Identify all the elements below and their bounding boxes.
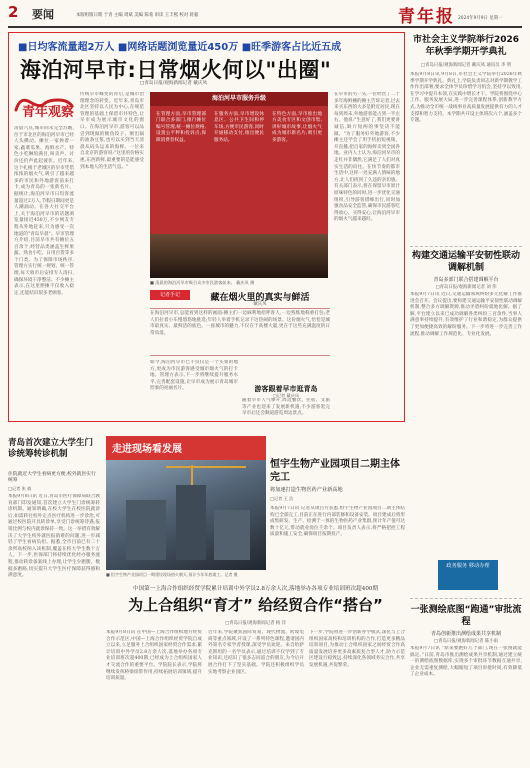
lead-column-right: 在早市的另一头,一位经营了二十多年海鲜摊的摊主告诉记者,过去来买东西的大多是附近居民,现在每到周末,外地游客能占到一半左右。他说:"生意好了,我们更要讲诚信,缺斤短两的事坚决不能做。"为了服务好外地游客,不少摊主还学会了用手机拍短视频、开直播,把自家的海鲜卖到全国各地。业内人士认为,海泊河早市的走红并非偶然,它满足了人们对真实生活的向往。在快节奏的都市生活中,这样一处充满人情味的地方,让人们找到了久违的亲切感。有关部门表示,将在保留早市原汁原味特色的同时,进一步优化交通组织,引导游客错峰出行,同时加强食品安全监管,确保市民游客吃得放心、买得安心,让海泊河早市的烟火气越来越旺。 xyxy=(334,92,400,223)
lead-column-3: 如今,海泊河早市已不仅仅是一个买菜的地方,更成为市民游客感受城市烟火气的打卡地。管理方表示,下一步将继续提升服务水平,完善配套设施,让早市成为展示青岛城市形象的亮丽名片。 xyxy=(150,360,238,392)
sub-story-headline[interactable]: 游客跟着早市逛青岛 xyxy=(254,385,318,393)
bottom-left-body: 本报9月8日讯 近日,青岛市医疗保障局联合教育部门印发通知,首次建立大学生门诊统筹转诊机制。通知明确,在校大学生在校医院就诊后,如需转往校外定点医疗机构进一步诊治,可通过校医院开具转诊单,享受门诊统筹待遇,报销比例与校内就诊保持一致。这一举措有效解决了大学生校外就医报销难的问题,进一步减轻了学生看病负担。据悉,全市目前已有二十余所高校纳入该机制,覆盖在校大学生数十万人。下一步,医保部门将持续优化经办服务流程,推动转诊备案线上办理,让学生少跑腿、数据多跑路,切实提升大学生医疗保障获得感和满意度。 xyxy=(8,494,100,579)
comment-tag: 记者手记 xyxy=(150,290,190,300)
comment-body: 在海泊河早市,总能看到这样的画面:摊主们一边麻利地招呼客人,一边熟练地称重打包;老人们拉着小车慢悠悠地挑选;年轻人举着手机记录下这热闹的场景。这份烟火气,恰恰是城市最真实、最鲜活的底色。一座城市的魅力,不仅在于高楼大厦,更在于这些充满温度的日常角落。 xyxy=(150,308,330,356)
infographic-title: 海泊河早市服务升级 xyxy=(150,92,328,106)
rail-article-3-subhead: 青岛创新推出测绘成果共享机制 xyxy=(430,631,501,637)
bottom-feature-kicker: 中国第一上海合作组织经贸学院累计培训中外学员2.8万余人次,落地举办各项专业培训班次超400期 xyxy=(132,586,379,592)
lead-column-2: 传统早市蝶变的背后,是城市治理理念的转变。近年来,青岛市北区坚持以人民为中心,在规范管理的基础上保留市井特色,让早市成为展示城市文化的窗口。在海泊河早市,游客可以品尝到现做的鲅鱼饺子、刚出锅的油条豆浆,也可以买到当天清晨从码头运来的海鲜。一位来自北京的游客说:"这里的价格实惠,东西新鲜,最重要的是能感受到本地人的生活气息。" xyxy=(80,92,144,170)
bottom-mid-headline[interactable]: 恒宇生物产业园项目二期主体完工 xyxy=(270,459,400,483)
rail-article-1-byline: □青岛日报/观海新闻记者 戴庆凤 通讯员 李 明 xyxy=(420,63,512,68)
market-crowd-photo xyxy=(150,234,328,278)
banner-text: 走进现场看发展 xyxy=(112,444,182,455)
rail-article-2-headline[interactable]: 构建交通运输平安韧性联动调解机制 xyxy=(411,251,520,273)
stamp-text: 青年观察 xyxy=(22,105,74,120)
bottom-section xyxy=(8,428,405,762)
divider xyxy=(410,598,522,599)
bottom-feature-column-1: 本报9月8日讯 在中国—上海合作组织地方经贸合作示范区,中国—上海合作组织经贸学院自成立以来,立足服务上合组织国家经贸合作需求,累计培训中外学员2.8万余人次,落地举办各项专业培训班次超400期,已经成为上合组织国家人才交流合作的重要平台。学院院长表示,学院将继续发挥桥梁纽带作用,持续拓展培训领域,提升培训质量。 xyxy=(106,630,202,682)
rail-article-2-subhead: 青岛多部门联合搭建调解平台 xyxy=(433,277,499,283)
lead-byline: □青岛日报/观海新闻记者 戴庆凤 xyxy=(140,81,208,86)
issue-date: 2024年9月9日 星期一 xyxy=(458,16,503,21)
photo-caption: ■ 清晨的海泊河早市吸引众多市民游客前来。 戴庆凤 摄 xyxy=(150,280,255,285)
sub-story-byline: □记者 戴庆凤 xyxy=(272,393,300,398)
lead-subtitle: ■日均客流量超2万人 ■网络话题浏览量近450万 ■旺季游客占比近五成 xyxy=(18,42,342,53)
rail-article-1-body: 本报9月8日讯 9月8日,市社会主义学院举行2026年秋季学期开学典礼。典礼上,学院负责同志对新学期教学工作作出部署,要求全体学员珍惜学习机会,坚持学以致用,在学习中提升本领,在实践中增长才干。学院将围绕中心工作、服务发展大局,进一步完善课程体系,创新教学方式,为推动全市统一战线事业高质量发展提供有力的人才支撑和智力支持。本学期共开设主体班次六个,涵盖多个专题。 xyxy=(410,72,522,124)
comment-byline: 戴庆凤 xyxy=(253,302,267,307)
bottom-feature-column-3: 下一步,学院将进一步创新办学模式,深化与上合组织国家高校和培训机构的合作,打造更多精品培训项目,为推动上合组织国家之间经贸合作高质量发展培养更多高素质复合型人才,助力示范区建设行稳致远,持续深化各领域务实合作,共享发展机遇,共促繁荣。 xyxy=(309,630,405,668)
infographic-column-1: 在管理方面,早市管理部门联合多部门,推行摊位编号管理,统一摊位规格,设置公平秤和投诉点,保障消费者权益。 xyxy=(156,112,206,143)
infographic-column-3: 在特色方面,早市推出地方美食专区和文创市集,讲好城市故事,让烟火气成为城市新名片,吸引更多游客。 xyxy=(272,112,322,143)
rail-article-3-body: 本报9月7日讯 “原来要跑好几个部门,现在一张图就能搞定。”日前,青岛市推出测绘成果共享机制,通过建立统一的测绘底图数据库,实现多个审批环节数据互通共享,企业无需重复测绘,大幅缩短了项目审批时间,有效降低了企业成本。 xyxy=(410,646,522,678)
service-infographic xyxy=(150,92,328,278)
infographic-column-2: 在服务方面,早市增设休息区、公共卫生间和停车场,方便市民游客,同时开通移动支付,推出便民服务站。 xyxy=(214,112,264,143)
page-header xyxy=(8,0,522,28)
rail-article-1-headline[interactable]: 市社会主义学院举行2026年秋季学期开学典礼 xyxy=(412,35,520,57)
lead-column-1: 清晨六点,城市尚未完全苏醒,位于市北区的海泊河早市已经人头攒动。摊位一家挨着一家,蔬菜瓜果、海鲜水产、特色小吃琳琅满目,叫卖声、讨价还价声此起彼伏。近年来,这个扎根于老城区的早市凭借浓浓的烟火气,吸引了越来越多的市民和外地游客前来打卡,成为青岛的一张新名片。据统计,海泊河早市日均客流量超过2万人,节假日期间更是人潮涌动。在各大社交平台上,关于海泊河早市的话题浏览量接近450万,不少网友专程从外地赶来,只为感受一次地道的"青岛早晨"。早市管理方介绍,目前早市共有摊位五百余个,经营品类涵盖生鲜果蔬、熟食小吃、日用百货等多个门类。为了保障市场秩序,管理方实行统一规划、统一管理,每天收市后安排专人清扫,确保环境干净整洁。不少摊主表示,在这里摆摊不仅收入稳定,还能结识很多老顾客。 xyxy=(14,126,74,296)
bottom-left-byline: □记者 张 倩 xyxy=(8,486,32,491)
bottom-feature-column-2: 近年来,学院聚焦国际贸易、现代物流、跨境电商等重点领域,开设了一系列特色课程,邀请国内外知名专家学者授课,深受学员欢迎。来自哈萨克斯坦的一名学员表示,通过培训不仅学到了专业知识,还结识了很多志同道合的朋友,为今后开展合作打下了坚实基础。学院还积极组织学员实地考察企业园区。 xyxy=(208,630,304,675)
bottom-feature-headline[interactable]: 为上合组织“育才” 给经贸合作“搭台” xyxy=(128,596,383,614)
qingnian-observation-stamp-icon xyxy=(14,92,74,122)
sub-story-body: 随着早市人气攀升,周边餐饮、住宿、文旅等产业也迎来了发展新机遇,不少游客逛完早市后还会顺道游览周边景点。 xyxy=(242,398,330,417)
crane-silhouette-icon xyxy=(106,460,266,570)
construction-site-photo xyxy=(106,460,266,570)
rail-article-3-byline: □青岛日报/观海新闻记者 陈小雨 xyxy=(433,639,499,644)
bottom-feature-byline: □青岛日报/观海新闻记者 杨 洋 xyxy=(224,621,287,626)
editor-meta: 本版组版日期 于青 主编 周斌 美编 陈希 审读 王丰熙 校对 蒋毅 xyxy=(76,13,199,18)
banner-caption: ■ 恒宇生物产业园项目一期建设现场热火朝天,预计今年年底竣工。记者 摄 xyxy=(106,572,238,577)
rail-article-2-byline: □青岛日报/观海新闻记者 刘 伟 xyxy=(435,285,497,290)
lead-headline[interactable]: 海泊河早市:日常烟火何以"出圈" xyxy=(20,58,332,82)
bottom-left-headline[interactable]: 青岛首次建立大学生门诊统筹转诊机制 xyxy=(8,438,94,459)
feature-banner xyxy=(106,436,266,460)
divider xyxy=(410,246,522,247)
bottom-mid-body: 本报9月7日讯 记者从项目方获悉,恒宇生物产业园项目二期主体结构已全部完工,目前正在进行内部装修和设备安装。项目建成后将形成集研发、生产、检测于一体的生物医药产业集群,预计年产值可达数十亿元,带动就业岗位千余个。项目负责人表示,将严格把控工程质量和施工安全,确保项目按期投产。 xyxy=(270,506,405,538)
rail-article-2-body: 本报9月7日讯 近日,交通运输领域纠纷多元化解工作推进会召开。会议提出,要构建交通运输平安韧性联动调解机制,整合多方调解资源,推动矛盾纠纷就地化解。据了解,平台建立以来已成功调解各类纠纷三百余件,当事人满意率持续提升,有效维护了行业和谐稳定,为群众提供了更加便捷高效的解纷服务。下一步将进一步完善工作流程,推动调解工作规范化、专业化发展。 xyxy=(410,292,522,337)
bottom-left-subhead: 住院就近大学生看病更方便,校外就医实行统筹 xyxy=(8,472,96,484)
rail-article-3-headline[interactable]: 一张测绘底图“跑通”审批流程 xyxy=(410,605,522,627)
masthead-logo: 青年报 xyxy=(398,7,455,27)
bottom-mid-byline: □记者 王 浩 xyxy=(270,496,294,501)
section-name: 要闻 xyxy=(32,8,54,21)
bottom-mid-subhead: 将加速打造生物医药产业新高地 xyxy=(270,487,343,493)
comment-headline[interactable]: 藏在烟火里的真实与鲜活 xyxy=(210,293,310,303)
promo-badge[interactable]: 政务服务 移动办理 xyxy=(438,560,498,590)
page-number: 2 xyxy=(8,3,19,21)
